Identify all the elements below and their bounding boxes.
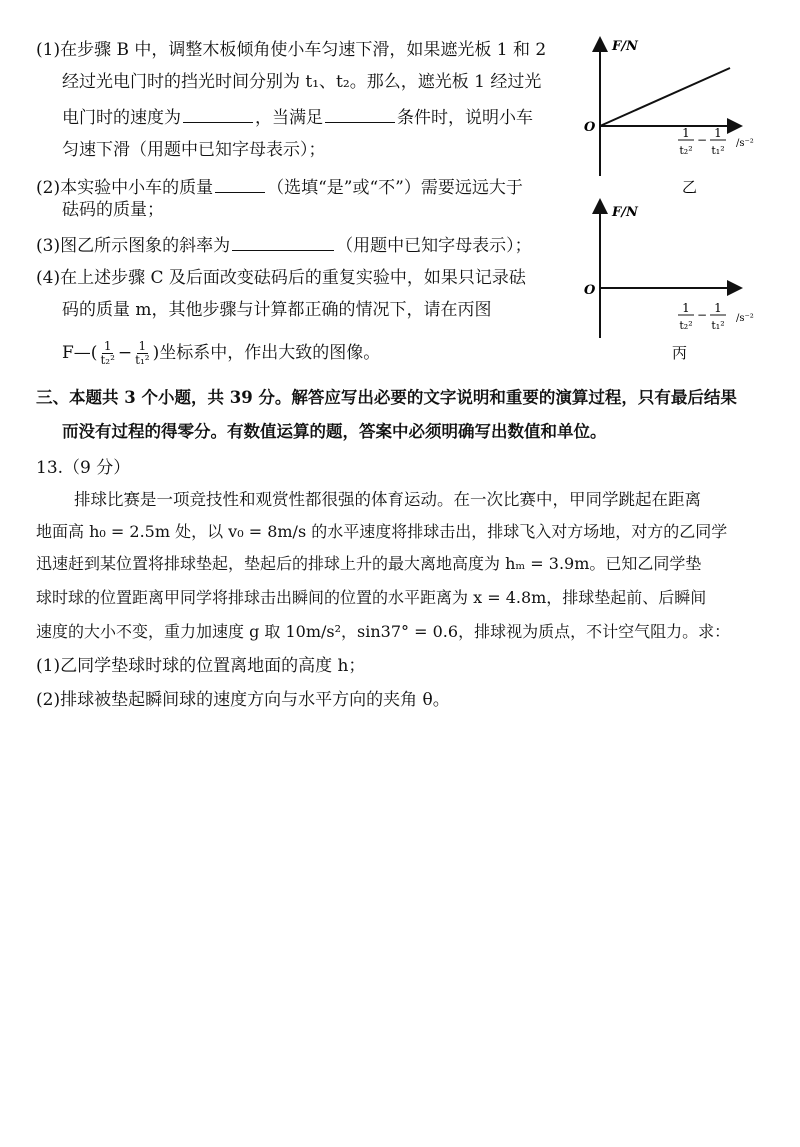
graph-bing [584, 200, 790, 370]
q-part3-line1 [36, 232, 532, 258]
data-line-proportional [600, 68, 730, 126]
x-label-minus: − [696, 133, 708, 147]
q-part1-line3-b: ，当满足 [255, 108, 323, 128]
y-axis-label: F/N [612, 39, 638, 54]
section3-line1: 三、本题共 3 个小题，共 39 分。解答应写出必要的文字说明和重要的演算过程，只有最后结果 [36, 388, 737, 407]
graph-caption-yi: 乙 [682, 178, 698, 196]
q13-para-line2: 地面高 h₀ = 2.5m 处，以 v₀ = 8m/s 的水平速度将排球击出，排球飞入对方场地，对方的乙同学 [36, 522, 728, 541]
q-part1-line3-a: 电门时的速度为 [62, 108, 181, 128]
x-unit: /s⁻² [736, 313, 754, 324]
x-label-frac1-num: 1 [682, 301, 690, 315]
q-part1-line4: 匀速下滑（用题中已知字母表示）； [62, 140, 326, 160]
x-label-frac1-den: t₂² [679, 319, 693, 332]
answer-blank-mass[interactable] [215, 174, 265, 193]
q-part1-line1: (1)在步骤 B 中，调整木板倾角使小车匀速下滑，如果遮光板 1 和 2 [36, 40, 547, 60]
q-part4-line1: (4)在上述步骤 C 及后面改变砝码后的重复实验中，如果只记录砝 [36, 268, 526, 288]
origin-label: O [584, 283, 596, 298]
frac-den: t₁² [135, 353, 150, 367]
q13-sub2: (2)排球被垫起瞬间球的速度方向与水平方向的夹角 θ。 [36, 690, 450, 710]
graph-yi [584, 36, 790, 196]
q13-para-line3: 迅速赶到某位置将排球垫起，垫起后的排球上升的最大离地高度为 hₘ = 3.9m。已知乙同学垫 [36, 554, 702, 573]
section3-line2: 而没有过程的得零分。有数值运算的题，答案中必须明确写出数值和单位。 [62, 422, 607, 441]
origin-label: O [584, 120, 596, 135]
graph-caption-bing: 丙 [672, 344, 688, 362]
q-part4-line3-b: )坐标系中，作出大致的图像。 [152, 343, 381, 363]
q-part2-line1 [36, 174, 523, 200]
q-part4-line3 [62, 340, 380, 367]
q-part4-line3-a: F—( [62, 343, 98, 363]
y-axis-label: F/N [612, 205, 638, 220]
minus-sign: − [117, 343, 133, 363]
q13-para-line1: 排球比赛是一项竞技性和观赏性都很强的体育运动。在一次比赛中，甲同学跳起在距离 [74, 490, 701, 509]
x-label-frac2-num: 1 [714, 126, 722, 140]
q-part4-line2: 码的质量 m，其他步骤与计算都正确的情况下，请在丙图 [62, 300, 492, 320]
fraction-1-over-t2-squared [98, 340, 116, 367]
q-part3-line1-b: （用题中已知字母表示）； [336, 236, 532, 256]
q-part1-line3 [62, 104, 533, 130]
x-label-frac2-den: t₁² [711, 144, 725, 157]
frac-num: 1 [138, 339, 147, 353]
x-label-frac1-num: 1 [682, 126, 690, 140]
q-part2-line1-b: （选填“是”或“不”）需要远远大于 [267, 178, 523, 198]
answer-blank-velocity[interactable] [183, 104, 253, 123]
x-label-frac2-den: t₁² [711, 319, 725, 332]
q13-sub1: (1)乙同学垫球时球的位置离地面的高度 h； [36, 656, 366, 676]
fraction-1-over-t1-squared [133, 340, 151, 367]
q-part1-line2: 经过光电门时的挡光时间分别为 t₁、t₂。那么，遮光板 1 经过光 [62, 72, 542, 92]
q-part2-line1-a: (2)本实验中小车的质量 [36, 178, 214, 198]
q13-para-line4: 球时球的位置距离甲同学将排球击出瞬间的位置的水平距离为 x = 4.8m，排球垫起前、后瞬间 [36, 588, 707, 607]
q13-header: 13.（9 分） [36, 458, 131, 478]
q-part3-line1-a: (3)图乙所示图象的斜率为 [36, 236, 231, 256]
frac-den: t₂² [100, 353, 115, 367]
q13-para-line5: 速度的大小不变，重力加速度 g 取 10m/s²，sin37° = 0.6，排球视为质点，不计空气阻力。求： [36, 622, 731, 641]
x-label-frac2-num: 1 [714, 301, 722, 315]
answer-blank-slope[interactable] [232, 232, 334, 251]
x-label-frac1-den: t₂² [679, 144, 693, 157]
q-part2-line2: 砝码的质量； [62, 200, 164, 220]
x-label-minus: − [696, 308, 708, 322]
q-part1-line3-c: 条件时，说明小车 [397, 108, 533, 128]
x-unit: /s⁻² [736, 138, 754, 149]
answer-blank-condition[interactable] [325, 104, 395, 123]
frac-num: 1 [103, 339, 112, 353]
